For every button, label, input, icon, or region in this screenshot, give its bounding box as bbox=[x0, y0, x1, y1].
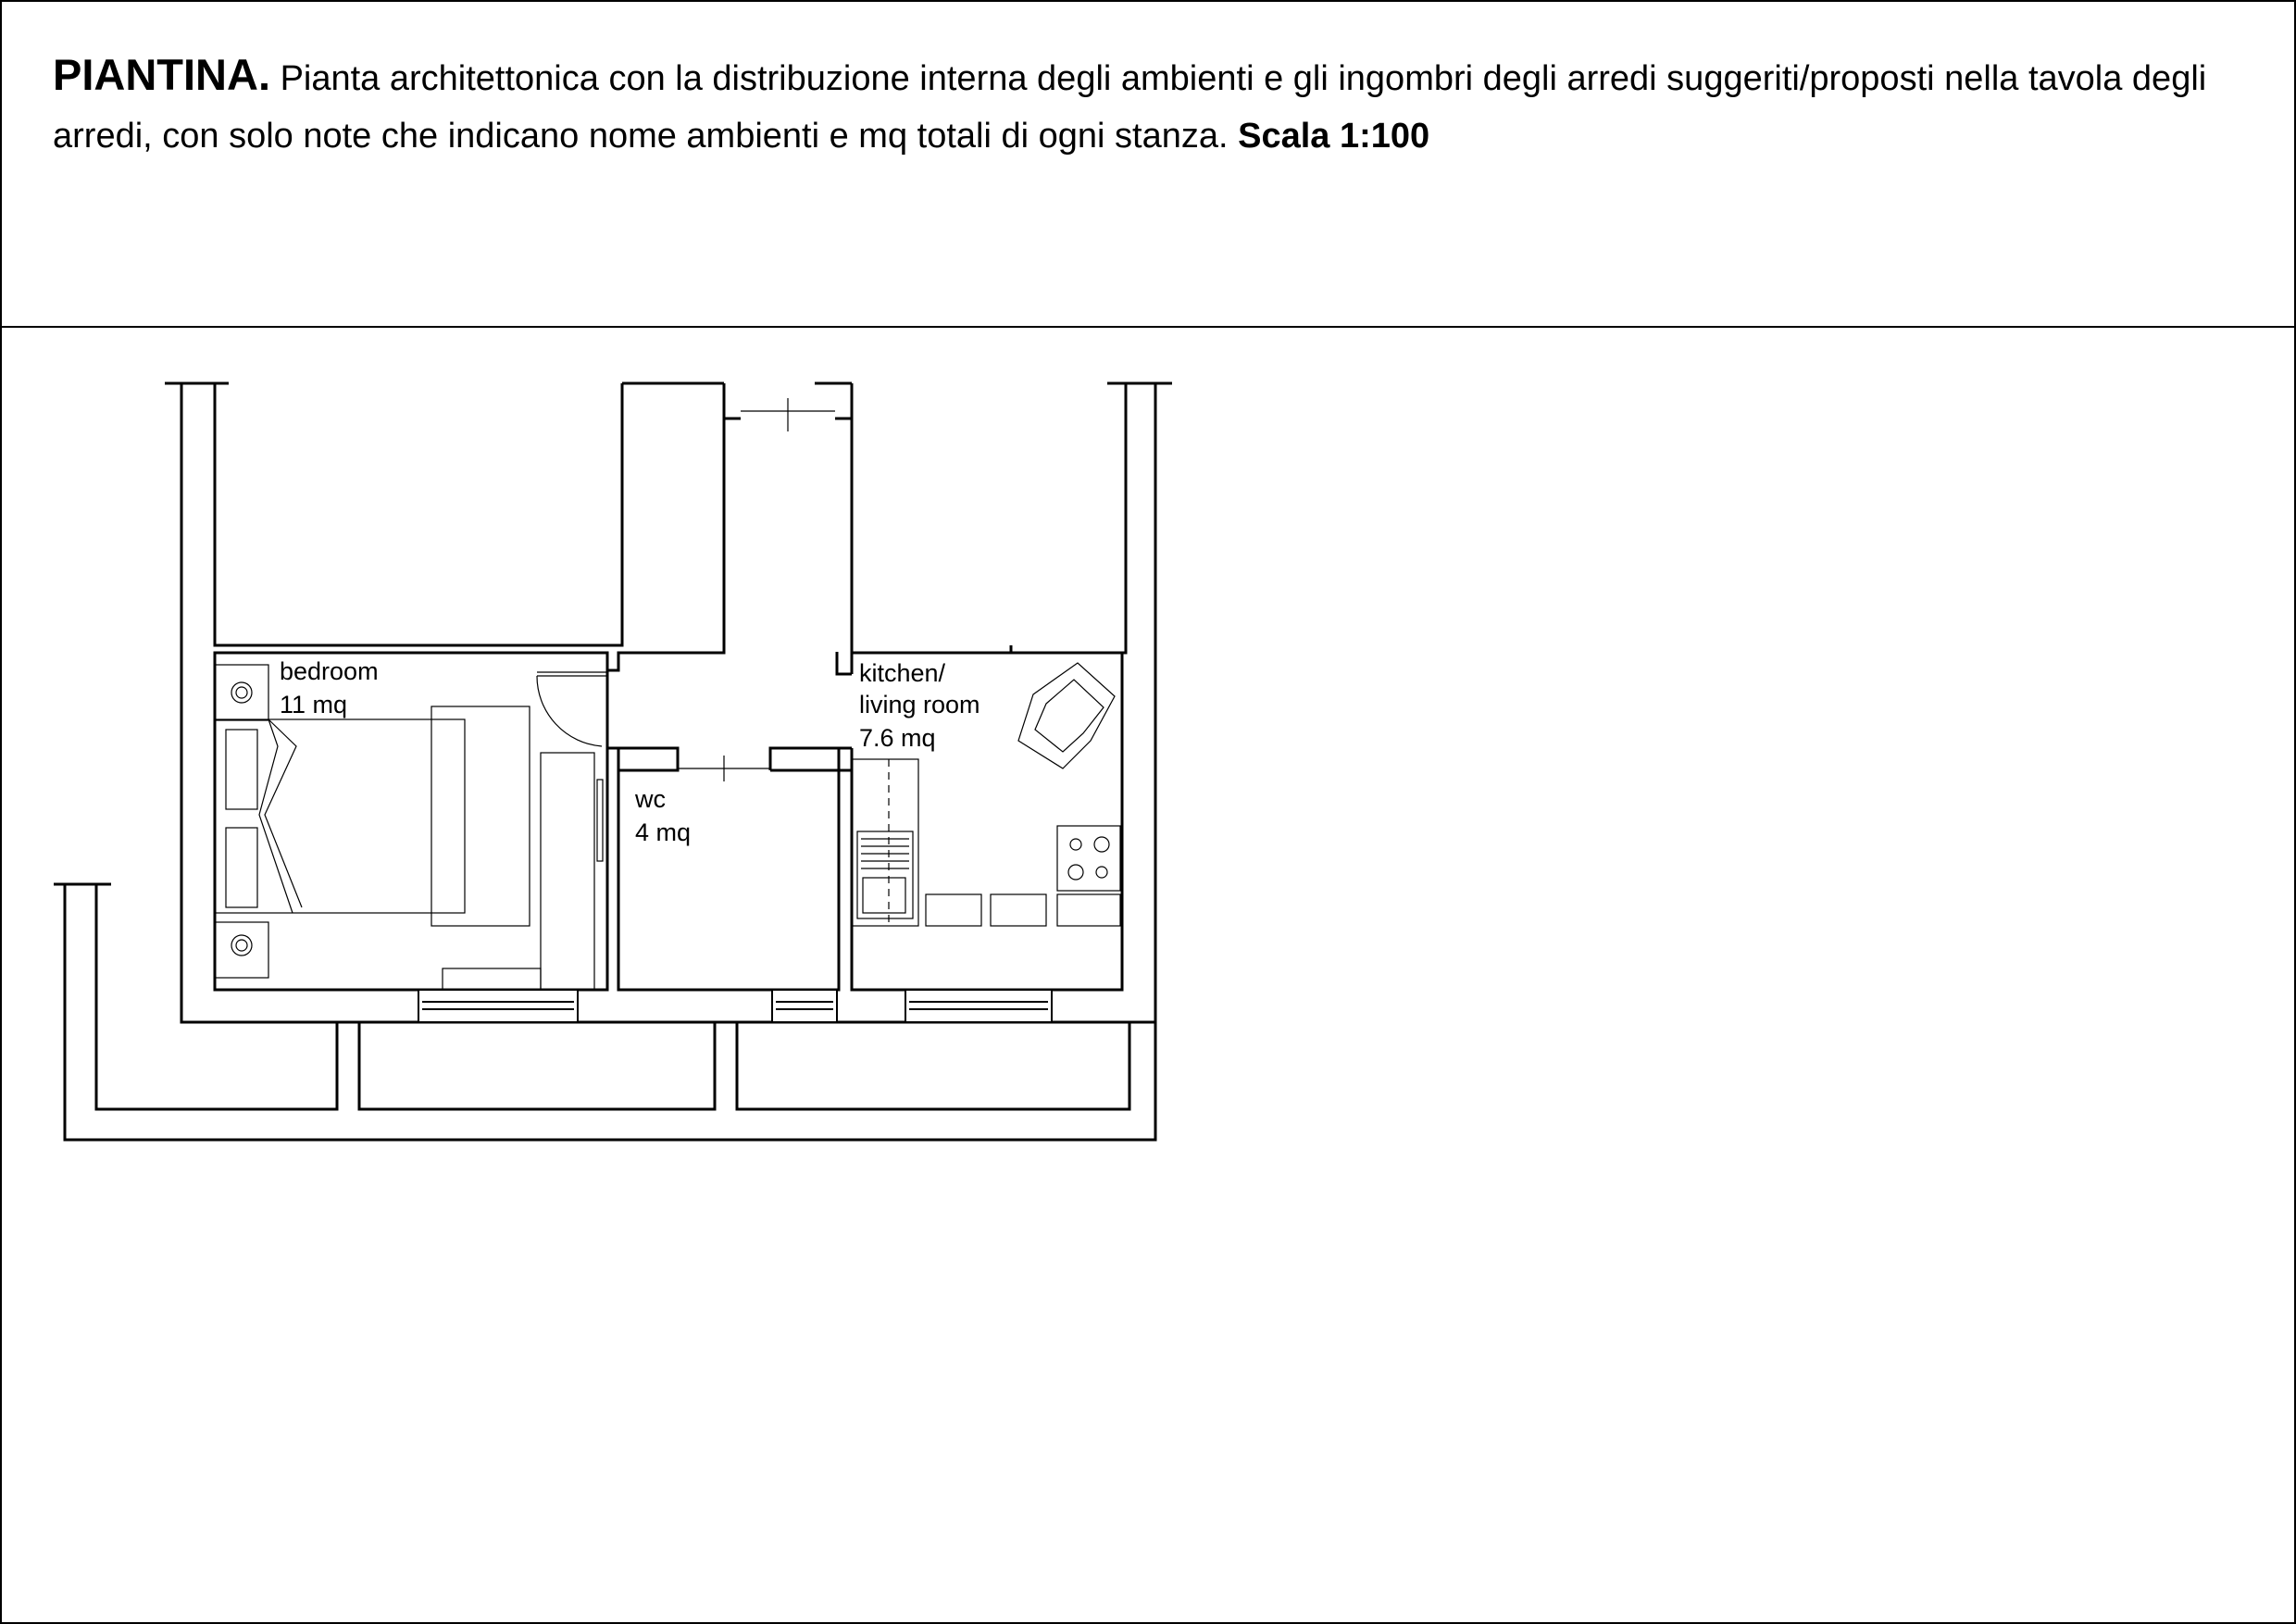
entrance-door bbox=[741, 398, 835, 431]
wc-door bbox=[678, 756, 770, 781]
wc-name: wc bbox=[635, 785, 666, 813]
cabinet-left bbox=[926, 894, 981, 926]
wardrobe-handle bbox=[597, 780, 603, 861]
windows bbox=[418, 990, 1052, 1022]
burner-4-icon bbox=[1096, 867, 1107, 878]
wall-corridor-right bbox=[815, 383, 852, 674]
sink bbox=[857, 831, 913, 918]
armchair bbox=[1018, 663, 1115, 768]
lamp-top-icon bbox=[231, 682, 252, 703]
building-walls bbox=[54, 383, 1172, 1140]
bedroom-window bbox=[418, 990, 578, 1022]
thin-walls bbox=[607, 653, 618, 748]
bedroom-door bbox=[537, 672, 607, 746]
drawing-heading: PIANTINA. bbox=[53, 50, 270, 99]
burner-2-icon bbox=[1094, 837, 1109, 852]
bench bbox=[443, 968, 541, 990]
kitchen-window bbox=[905, 990, 1052, 1022]
stove-cabinet bbox=[1057, 894, 1120, 926]
pillow-bottom bbox=[226, 828, 257, 907]
bed-frame bbox=[431, 706, 530, 926]
drawing-description: Pianta architettonica con la distribuzione interna degli ambienti e gli ingombri degli arredi suggeriti/proposti nella tavola degli arredi, con solo note che indicano nome ambienti e mq totali di ogni stanza. bbox=[53, 59, 2207, 156]
wall-wc-kitchen-stub bbox=[839, 748, 852, 770]
kitchen-counter bbox=[852, 759, 918, 926]
cabinet-right bbox=[991, 894, 1046, 926]
drawing-scale: Scala 1:100 bbox=[1238, 117, 1430, 156]
bedroom-name: bedroom bbox=[280, 657, 379, 685]
kitchen-name-line1: kitchen/ bbox=[859, 659, 946, 687]
nightstand-top bbox=[215, 665, 268, 720]
bedroom-furniture bbox=[215, 665, 603, 990]
wall-corridor-left bbox=[708, 383, 741, 652]
double-bed bbox=[215, 719, 465, 913]
lamp-bottom-icon bbox=[231, 935, 252, 956]
doors bbox=[537, 398, 852, 833]
wardrobe bbox=[541, 753, 594, 990]
burner-3-icon bbox=[1068, 865, 1083, 880]
wc-window bbox=[772, 990, 837, 1022]
stove bbox=[1057, 826, 1120, 891]
bed-cover bbox=[259, 719, 302, 913]
wc-area: 4 mq bbox=[635, 818, 692, 846]
burner-1-icon bbox=[1070, 839, 1081, 850]
kitchen-area: 7.6 mq bbox=[859, 724, 936, 752]
nightstand-bottom bbox=[215, 922, 268, 978]
pillow-top bbox=[226, 730, 257, 809]
bedroom-room bbox=[215, 653, 607, 990]
bedroom-area: 11 mq bbox=[280, 691, 348, 718]
kitchen-name-line2: living room bbox=[859, 691, 980, 718]
